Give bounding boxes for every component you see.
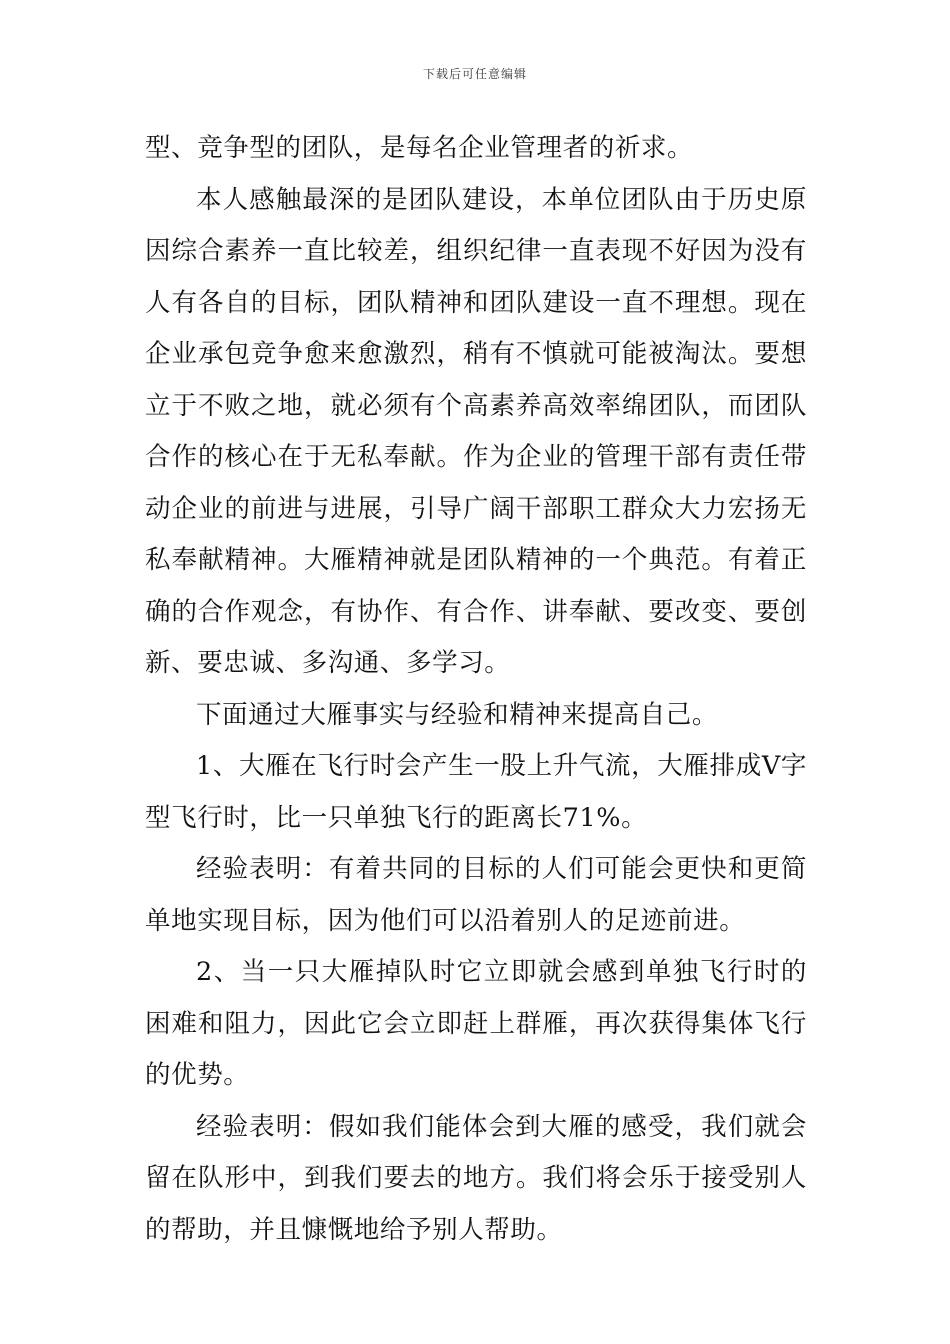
paragraph: 下面通过大雁事实与经验和精神来提高自己。 [196, 699, 719, 730]
paragraph: 经验表明：有着共同的目标的人们可能会更快和更简单地实现目标，因为他们可以沿着别人的足迹前进。 [145, 854, 807, 936]
paragraph: 本人感触最深的是团队建设，本单位团队由于历史原因综合素养一直比较差，组织纪律一直表现不好因为没有人有各自的目标，团队精神和团队建设一直不理想。现在企业承包竞争愈来愈激烈，稍有不慎就可能被淘汰。要想立于不败之地，就必须有个高素养高效率绵团队，而团队合作的核心在于无私奉献。作为企业的管理干部有责任带动企业的前进与进展，引导广阔干部职工群众大力宏扬无私奉献精神。大雁精神就是团队精神的一个典范。有着正确的合作观念，有协作、有合作、讲奉献、要改变、要创新、要忠诚、多沟通、多学习。 [145, 184, 807, 678]
document-body [145, 123, 807, 1256]
paragraph: 型、竞争型的团队，是每名企业管理者的祈求。 [145, 133, 694, 163]
paragraph: 2、当一只大雁掉队时它立即就会感到单独飞行时的困难和阻力，因此它会立即赶上群雁，再次获得集体飞行的优势。 [145, 957, 807, 1090]
paragraph: 经验表明：假如我们能体会到大雁的感受，我们就会留在队形中，到我们要去的地方。我们将会乐于接受别人的帮助，并且慷慨地给予别人帮助。 [145, 1111, 807, 1245]
page-header: 下载后可任意编辑 [422, 67, 527, 81]
paragraph: 1、大雁在飞行时会产生一股上升气流，大雁排成V字型飞行时，比一只单独飞行的距离长71%。 [145, 751, 807, 833]
